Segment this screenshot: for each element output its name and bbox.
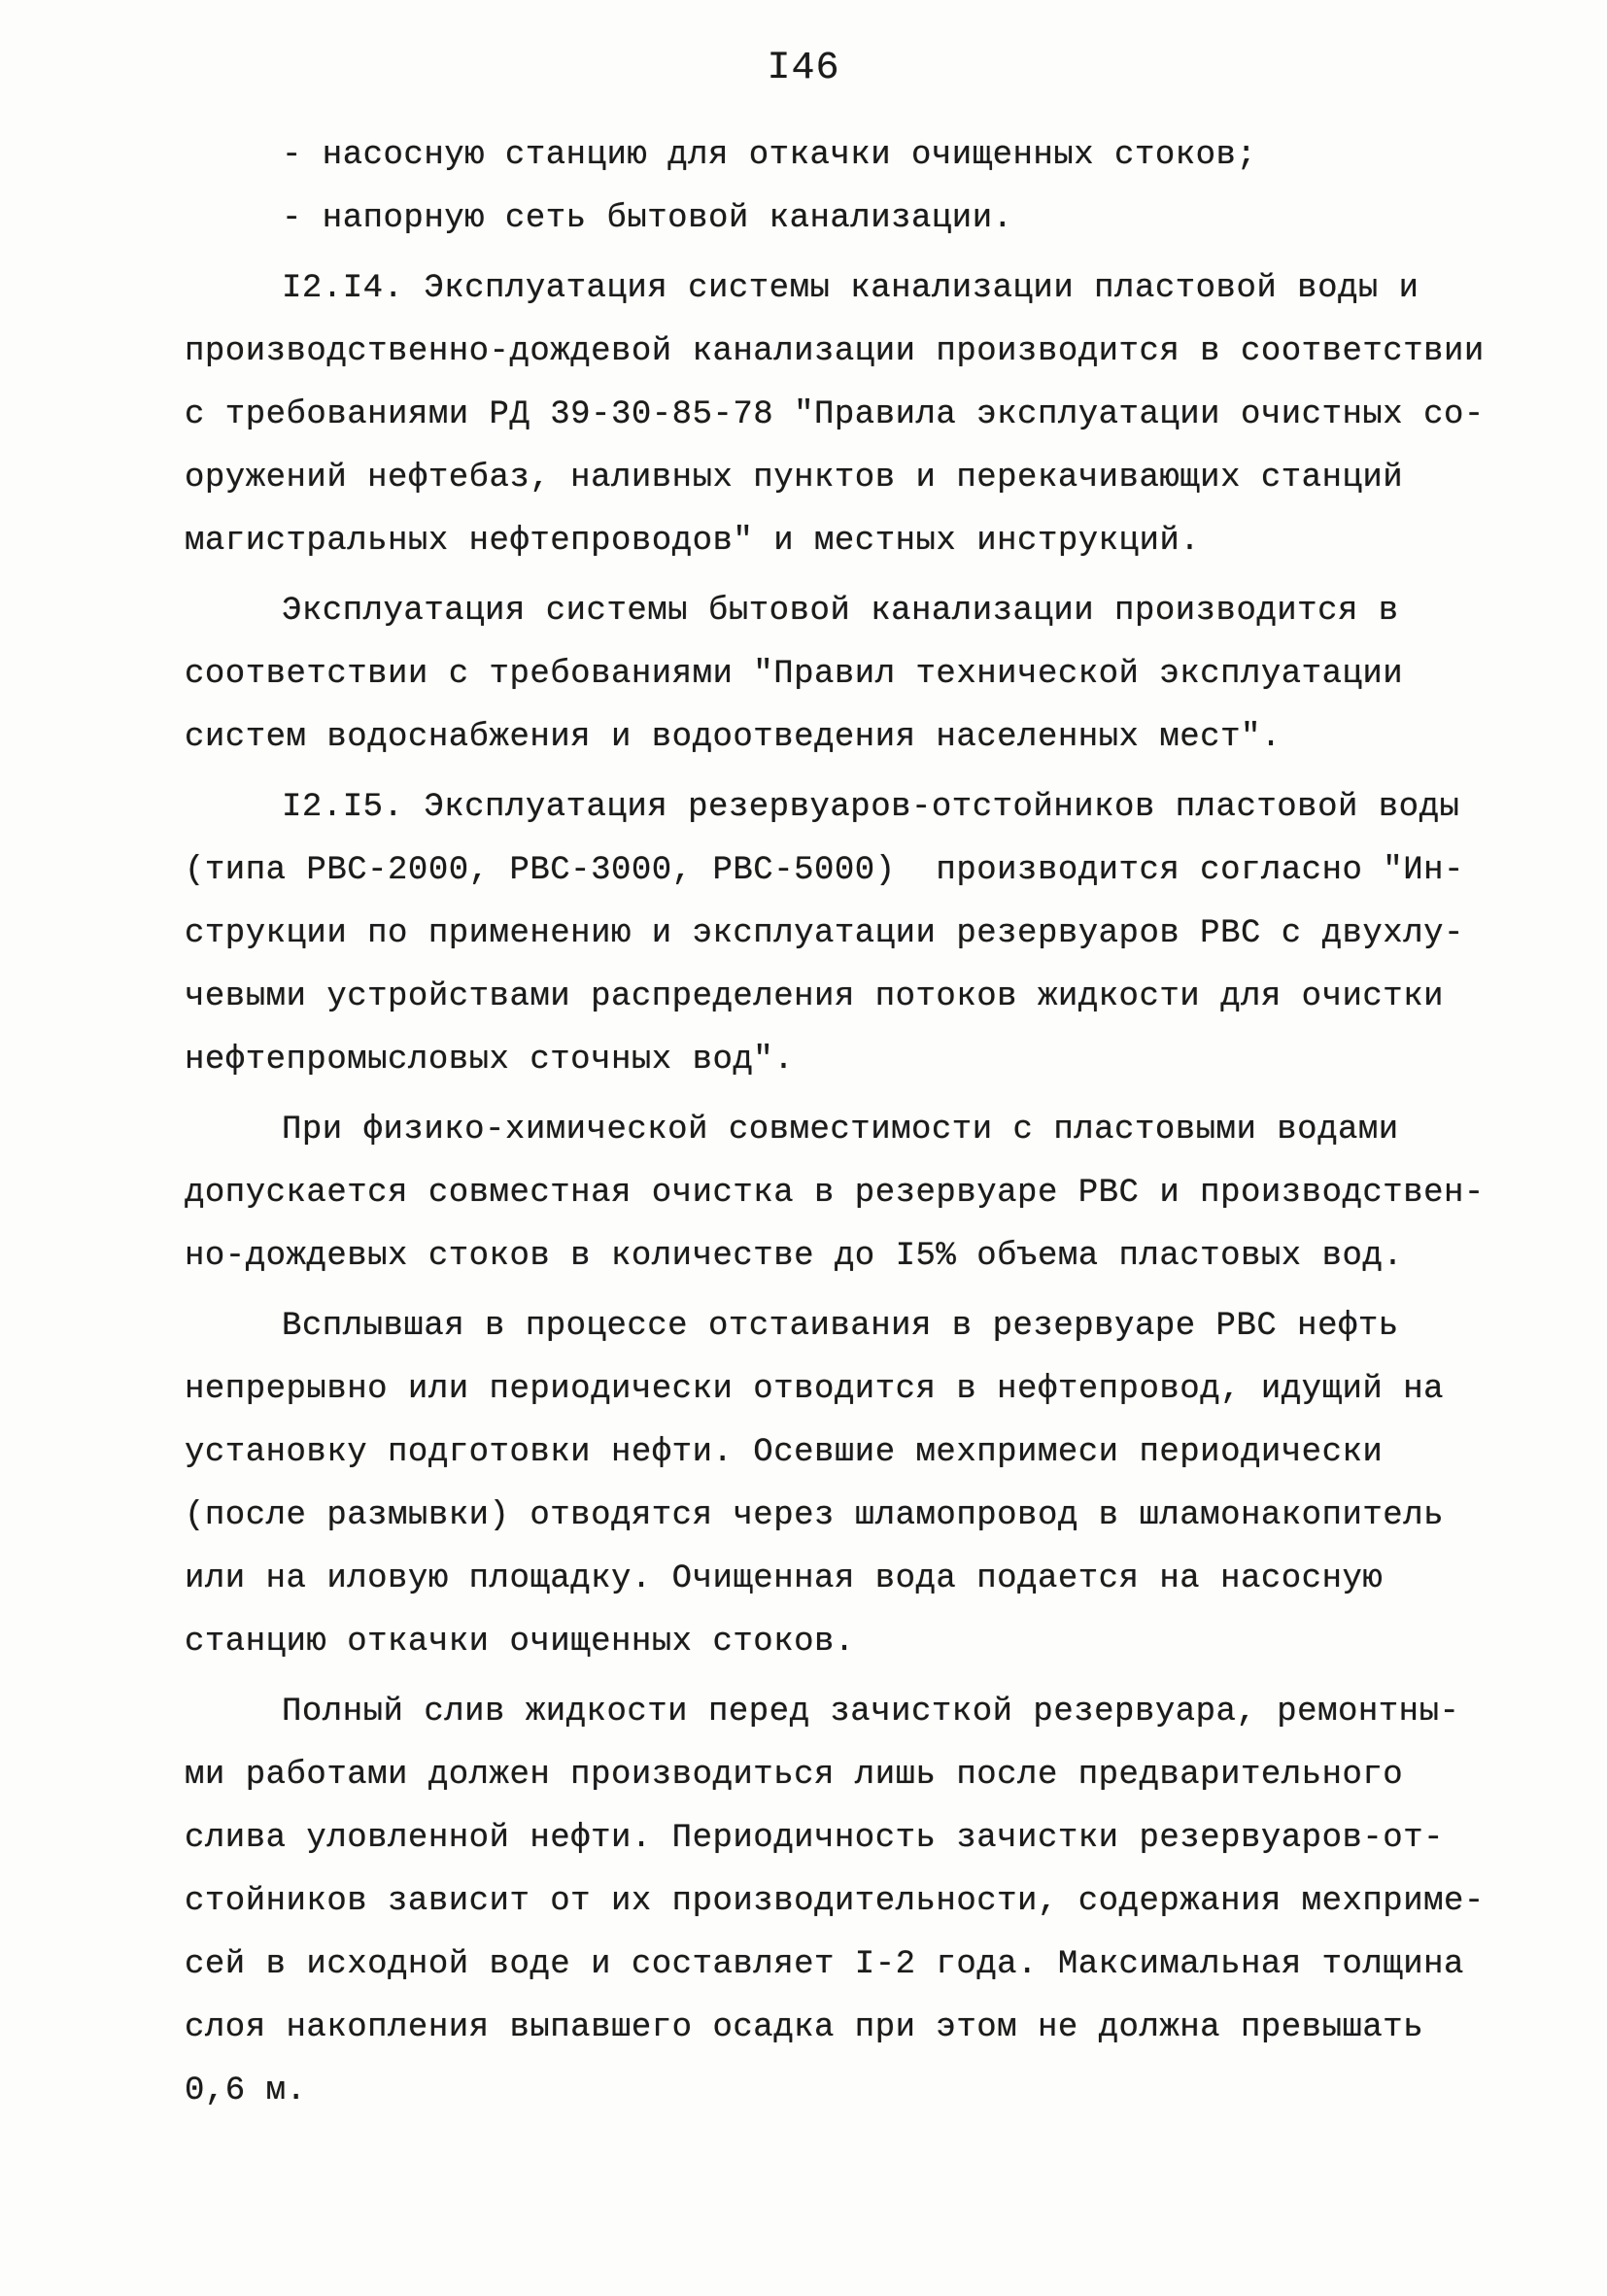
text-line: производственно-дождевой канализации производится в соответствии: [185, 333, 1485, 370]
text-line: 0,6 м.: [185, 2073, 307, 2109]
text-line: установку подготовки нефти. Осевшие мехпримеси периодически: [185, 1434, 1384, 1471]
text-line: нефтепромысловых сточных вод".: [185, 1042, 795, 1079]
text-line: сей в исходной воде и составляет I-2 года. Максимальная толщина: [185, 1946, 1464, 1983]
text-line: (после размывки) отводятся через шламопровод в шламонакопитель: [185, 1497, 1445, 1534]
text-line: I2.I5. Эксплуатация резервуаров-отстойников пластовой воды: [282, 789, 1460, 826]
text-line: Эксплуатация системы бытовой канализации производится в: [282, 593, 1399, 630]
text-line: слива уловленной нефти. Периодичность зачистки резервуаров-от-: [185, 1820, 1445, 1857]
text-line: - насосную станцию для откачки очищенных стоков;: [282, 137, 1257, 174]
text-line: соответствии с требованиями "Правил технической эксплуатации: [185, 656, 1404, 693]
page-number: I46: [767, 47, 840, 90]
text-line: магистральных нефтепроводов" и местных инструкций.: [185, 523, 1201, 560]
text-line: стойников зависит от их производительности, содержания мехприме-: [185, 1883, 1485, 1920]
text-line: или на иловую площадку. Очищенная вода подается на насосную: [185, 1560, 1384, 1597]
text-line: систем водоснабжения и водоотведения населенных мест".: [185, 719, 1282, 756]
text-line: станцию откачки очищенных стоков.: [185, 1624, 855, 1661]
text-line: оружений нефтебаз, наливных пунктов и перекачивающих станций: [185, 460, 1404, 497]
text-line: слоя накопления выпавшего осадка при этом не должна превышать: [185, 2009, 1424, 2046]
text-line: I2.I4. Эксплуатация системы канализации пластовой воды и: [282, 270, 1419, 307]
document-body: [185, 136, 1485, 2135]
text-line: Всплывшая в процессе отстаивания в резервуаре РВС нефть: [282, 1308, 1399, 1345]
text-line: допускается совместная очистка в резервуаре РВС и производствен-: [185, 1175, 1485, 1212]
text-line: Полный слив жидкости перед зачисткой резервуара, ремонтны-: [282, 1694, 1460, 1731]
text-line: струкции по применению и эксплуатации резервуаров РВС с двухлу-: [185, 915, 1464, 952]
text-line: непрерывно или периодически отводится в нефтепровод, идущий на: [185, 1371, 1445, 1408]
text-line: При физико-химической совместимости с пластовыми водами: [282, 1112, 1399, 1148]
text-line: - напорную сеть бытовой канализации.: [282, 200, 1013, 237]
text-line: (типа РВС-2000, РВС-3000, РВС-5000) производится согласно "Ин-: [185, 852, 1464, 889]
text-line: ми работами должен производиться лишь после предварительного: [185, 1757, 1404, 1794]
text-line: чевыми устройствами распределения потоков жидкости для очистки: [185, 978, 1445, 1015]
text-line: но-дождевых стоков в количестве до I5% объема пластовых вод.: [185, 1238, 1404, 1275]
text-line: с требованиями РД 39-30-85-78 "Правила эксплуатации очистных со-: [185, 396, 1485, 433]
